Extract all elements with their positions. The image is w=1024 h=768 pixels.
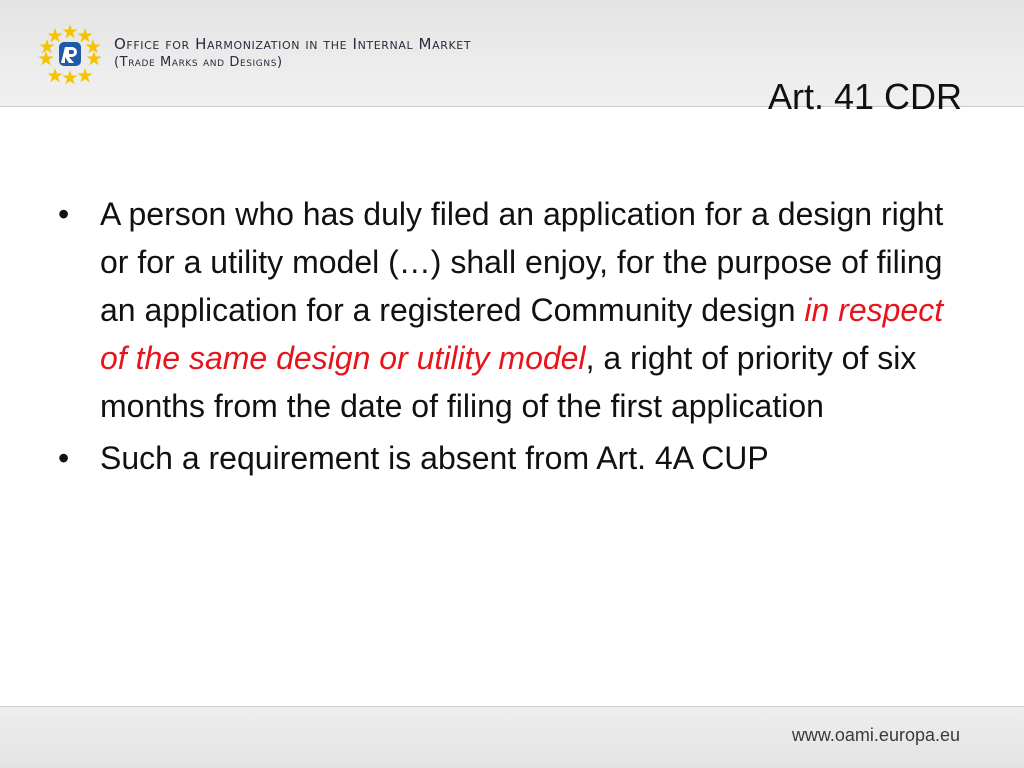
bullet-text-emphasis: in respect of the same design or utility model bbox=[100, 292, 944, 376]
slide-header bbox=[0, 0, 1024, 117]
footer-url: www.oami.europa.eu bbox=[791, 725, 960, 745]
slide-footer bbox=[0, 706, 1024, 768]
bullet-item bbox=[58, 434, 968, 482]
org-subtitle: (Trade Marks and Designs) bbox=[114, 55, 283, 70]
bullet-item bbox=[58, 190, 968, 430]
org-name: Office for Harmonization in the Internal Market bbox=[114, 35, 472, 53]
bullet-marker: • bbox=[58, 196, 70, 232]
oami-eu-stars-logo-icon bbox=[38, 22, 102, 86]
slide-title: Art. 41 CDR bbox=[767, 76, 962, 117]
bullet-list bbox=[58, 190, 968, 486]
bullet-text-start: A person who has duly filed an application for a design right or for a utility model (…) shall enjoy, for the purpose of filing an application for a registered Community design bbox=[100, 196, 944, 328]
bullet-text: Such a requirement is absent from Art. 4A CUP bbox=[100, 440, 769, 476]
bullet-marker: • bbox=[58, 440, 70, 476]
bullet-text-end: , a right of priority of six months from the date of filing of the first application bbox=[100, 340, 917, 424]
